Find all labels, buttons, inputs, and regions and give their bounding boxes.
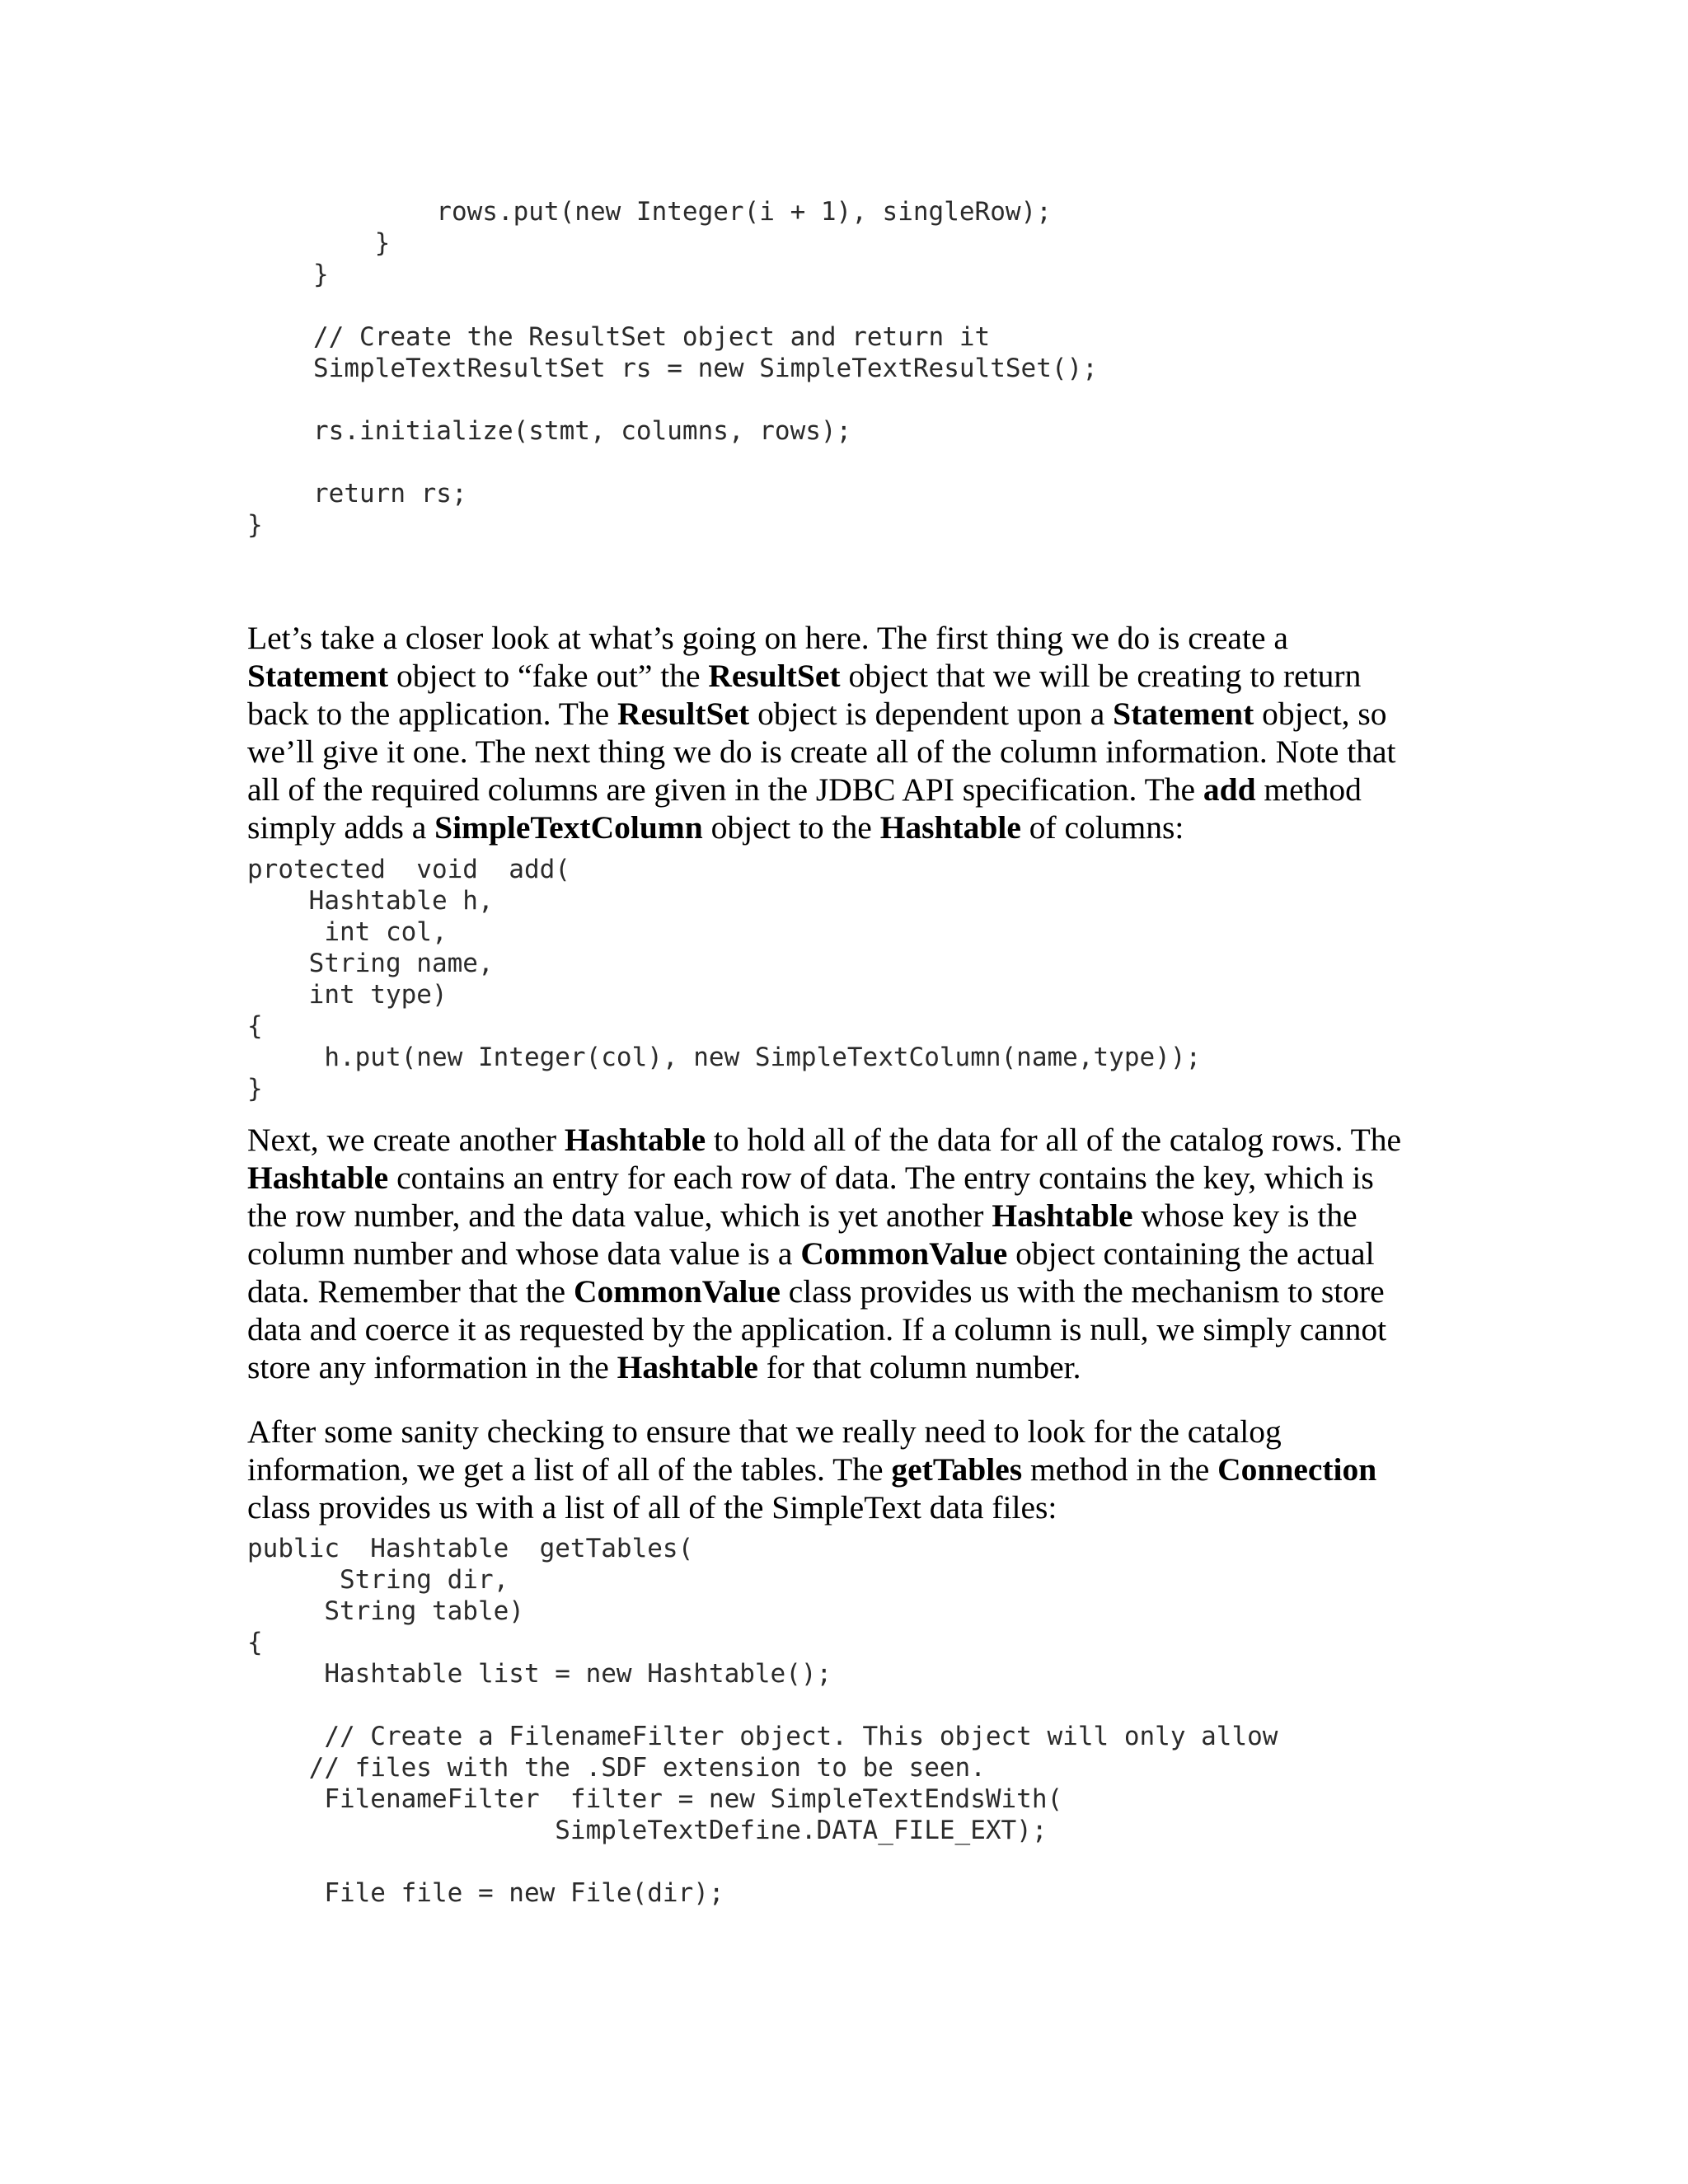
code-line: rs.initialize(stmt, columns, rows); xyxy=(313,416,852,446)
bold-term: CommonValue xyxy=(573,1273,781,1310)
bold-term: Statement xyxy=(247,658,389,694)
code-line: SimpleTextResultSet rs = new SimpleTextResultSet(); xyxy=(313,354,1098,383)
code-block-closing-brace xyxy=(247,509,263,541)
text-line xyxy=(247,1235,1426,1272)
text-run: store any information in the xyxy=(247,1349,617,1385)
code-block-add-method xyxy=(247,854,1201,1104)
text-line xyxy=(247,808,1426,846)
text-run: object to “fake out” the xyxy=(388,658,709,694)
text-run: class provides us with the mechanism to store xyxy=(780,1273,1385,1310)
text-run: to hold all of the data for all of the catalog rows. The xyxy=(706,1122,1401,1158)
text-line xyxy=(247,733,1426,771)
code-line: public Hashtable getTables( xyxy=(247,1534,694,1563)
text-run: object to the xyxy=(702,809,880,846)
text-run: we’ll give it one. The next thing we do is create all of the column information. Note that xyxy=(247,733,1396,770)
bold-term: CommonValue xyxy=(800,1235,1008,1272)
bold-term: SimpleTextColumn xyxy=(434,809,703,846)
text-line xyxy=(247,695,1426,733)
text-run: method xyxy=(1255,771,1362,808)
code-line: protected void add( xyxy=(247,855,570,884)
paragraph-closer-look xyxy=(247,619,1426,846)
code-line: } xyxy=(313,228,391,258)
code-block-result-set xyxy=(313,196,1098,509)
code-line: { xyxy=(247,1628,263,1657)
text-line xyxy=(247,1488,1426,1526)
code-line xyxy=(313,384,1098,415)
text-run: back to the application. The xyxy=(247,696,617,732)
bold-term: ResultSet xyxy=(617,696,750,732)
text-run: After some sanity checking to ensure that we really need to look for the catalog xyxy=(247,1413,1282,1450)
text-line xyxy=(247,1272,1426,1310)
code-line: String name, xyxy=(247,949,494,978)
text-line xyxy=(247,1121,1426,1159)
paragraph-get-tables xyxy=(247,1413,1426,1526)
text-run: object that we will be creating to return xyxy=(840,658,1362,694)
code-line: } xyxy=(313,260,329,289)
code-line: Hashtable h, xyxy=(247,886,494,916)
code-line: // Create the ResultSet object and return it xyxy=(313,322,991,352)
code-line: int col, xyxy=(247,917,448,947)
text-run: of columns: xyxy=(1020,809,1184,846)
bold-term: Statement xyxy=(1113,696,1254,732)
text-run: Next, we create another xyxy=(247,1122,565,1158)
text-run: method in the xyxy=(1022,1451,1218,1488)
code-line: SimpleTextDefine.DATA_FILE_EXT); xyxy=(247,1816,1048,1845)
code-line: Hashtable list = new Hashtable(); xyxy=(247,1659,832,1689)
code-line xyxy=(247,1846,1278,1877)
text-run: class provides us with a list of all of the SimpleText data files: xyxy=(247,1489,1057,1526)
text-line xyxy=(247,1197,1426,1235)
bold-term: ResultSet xyxy=(708,658,841,694)
text-run: object is dependent upon a xyxy=(749,696,1114,732)
bold-term: add xyxy=(1203,771,1256,808)
text-line xyxy=(247,1451,1426,1488)
code-line xyxy=(247,1690,1278,1721)
code-line: rows.put(new Integer(i + 1), singleRow); xyxy=(313,197,1052,227)
bold-term: Hashtable xyxy=(247,1160,389,1196)
code-line: // files with the .SDF extension to be seen. xyxy=(247,1753,986,1783)
code-line: } xyxy=(247,510,263,540)
text-line xyxy=(247,657,1426,695)
text-line xyxy=(247,1159,1426,1197)
text-run: column number and whose data value is a xyxy=(247,1235,801,1272)
code-line: // Create a FilenameFilter object. This object will only allow xyxy=(247,1722,1278,1751)
text-run: information, we get a list of all of the tables. The xyxy=(247,1451,892,1488)
bold-term: Hashtable xyxy=(564,1122,706,1158)
text-run: contains an entry for each row of data. The entry contains the key, which is xyxy=(388,1160,1374,1196)
code-line: File file = new File(dir); xyxy=(247,1878,724,1908)
code-line xyxy=(313,447,1098,478)
text-line xyxy=(247,1413,1426,1451)
code-line: FilenameFilter filter = new SimpleTextEndsWith( xyxy=(247,1784,1063,1814)
code-line: return rs; xyxy=(313,479,467,509)
text-line xyxy=(247,1310,1426,1348)
text-line xyxy=(247,1348,1426,1386)
text-run: all of the required columns are given in the JDBC API specification. The xyxy=(247,771,1203,808)
text-line xyxy=(247,771,1426,808)
bold-term: Hashtable xyxy=(617,1349,758,1385)
bold-term: Hashtable xyxy=(879,809,1021,846)
text-run: simply adds a xyxy=(247,809,435,846)
code-line: h.put(new Integer(col), new SimpleTextColumn(name,type)); xyxy=(247,1043,1202,1072)
text-run: data and coerce it as requested by the application. If a column is null, we simply cannot xyxy=(247,1311,1387,1347)
bold-term: Hashtable xyxy=(992,1197,1133,1234)
text-line xyxy=(247,619,1426,657)
text-run: data. Remember that the xyxy=(247,1273,574,1310)
code-line: { xyxy=(247,1011,263,1041)
code-line: } xyxy=(247,1074,263,1104)
text-run: the row number, and the data value, which is yet another xyxy=(247,1197,992,1234)
bold-term: Connection xyxy=(1217,1451,1377,1488)
code-line: String dir, xyxy=(247,1565,509,1595)
code-block-get-tables-method xyxy=(247,1533,1278,1909)
text-run: object, so xyxy=(1254,696,1387,732)
bold-term: getTables xyxy=(891,1451,1023,1488)
code-line: String table) xyxy=(247,1596,524,1626)
text-run: object containing the actual xyxy=(1007,1235,1375,1272)
paragraph-hashtable-rows xyxy=(247,1121,1426,1386)
text-run: whose key is the xyxy=(1132,1197,1357,1234)
text-run: for that column number. xyxy=(757,1349,1081,1385)
code-line: int type) xyxy=(247,980,448,1010)
code-line xyxy=(313,290,1098,321)
text-run: Let’s take a closer look at what’s going on here. The first thing we do is create a xyxy=(247,620,1288,656)
